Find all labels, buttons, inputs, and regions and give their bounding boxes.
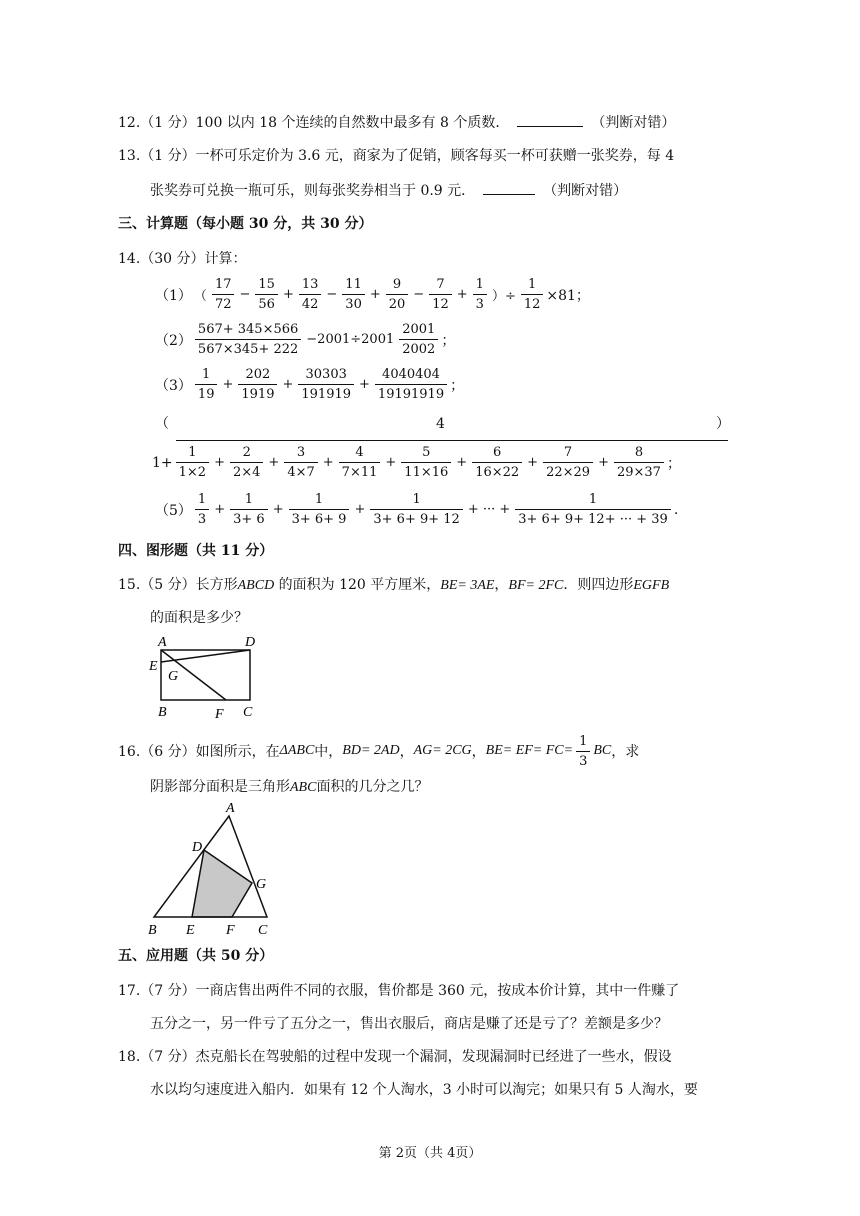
q15-abcd: ABCD	[237, 578, 275, 593]
q12-number: 12.	[118, 115, 141, 131]
fraction	[299, 276, 322, 313]
numerator: 1	[579, 733, 588, 749]
q16-bc: BC	[593, 743, 612, 758]
label-b: B	[148, 923, 157, 938]
question-17-line2: 五分之一，另一件亏了五分之一，售出衣服后，商店是赚了还是亏了？差额是多少？	[150, 1016, 668, 1032]
numerator: 1	[588, 492, 598, 507]
ellipsis: + ··· +	[467, 502, 511, 517]
label-f: F	[226, 923, 235, 938]
numerator: 5	[422, 445, 431, 460]
numerator: 3	[296, 445, 306, 460]
fraction	[375, 366, 447, 403]
numerator: 11	[345, 277, 362, 292]
section-3-heading: 三、计算题（每小题 30 分，共 30 分）	[118, 216, 373, 232]
plus-sign: +	[359, 377, 370, 392]
q16-abc: ABC	[290, 780, 317, 795]
denominator: 1×2	[176, 462, 209, 481]
denominator: 12	[521, 294, 544, 313]
question-18-line2: 水以均匀速度进入船内．如果有 12 个人淘水，3 小时可以淘完；如果只有 5 人淘水，要	[150, 1082, 698, 1098]
fraction	[429, 276, 452, 313]
q15-be: BE= 3AE	[440, 578, 495, 593]
expr-tail: ；	[441, 332, 456, 349]
plus-sign: +	[214, 455, 225, 470]
denominator: 3+ 6+ 9	[289, 509, 350, 528]
numerator: 9	[392, 277, 402, 292]
q16-tri: ΔABC	[279, 743, 315, 758]
divide-sign: ）÷	[491, 289, 516, 304]
q12-points: （1 分）	[140, 115, 196, 131]
denominator: 7×11	[339, 462, 381, 481]
label-a: A	[158, 635, 167, 650]
plus-sign: +	[369, 287, 381, 302]
numerator: 2	[242, 445, 251, 460]
q14-part4	[152, 444, 681, 481]
section-4-heading: 四、图形题（共 11 分）	[118, 543, 274, 559]
plus-sign: +	[322, 455, 334, 470]
q15-mid: 的面积为 120 平方厘米，	[274, 577, 441, 593]
denominator: 2×4	[230, 462, 263, 481]
label-a: A	[226, 801, 235, 816]
question-16-line1	[118, 731, 639, 771]
denominator: 3+ 6+ 9+ 12	[370, 509, 462, 528]
q15-pre: 15.（5 分）长方形	[118, 577, 238, 593]
main-fraction-bar	[176, 440, 728, 441]
q12-tail: （判断对错）	[591, 115, 676, 131]
label-c: C	[258, 923, 268, 938]
fraction	[230, 444, 263, 481]
q14-part5	[155, 491, 678, 528]
expr-tail: ；	[450, 377, 465, 394]
expr-middle: −2001÷2001	[306, 332, 395, 347]
numerator: 1	[197, 492, 207, 507]
minus-sign: −	[326, 287, 338, 302]
denominator: 3	[195, 509, 209, 528]
fraction	[195, 491, 209, 528]
q16-bd: BD= 2AD	[342, 743, 400, 758]
fraction	[212, 276, 235, 313]
numerator: 17	[214, 277, 232, 292]
q14-label-2: （2）	[155, 332, 192, 349]
plus-sign: +	[282, 287, 294, 302]
numerator: 4040404	[382, 367, 440, 382]
numerator: 1	[412, 492, 421, 507]
question-13-line1	[118, 146, 674, 166]
q13-tail: （判断对错）	[543, 183, 628, 199]
numerator: 7	[436, 277, 445, 292]
denominator: 4×7	[284, 462, 317, 481]
label-e: E	[186, 923, 195, 938]
denominator: 11×16	[401, 462, 451, 481]
numerator: 30303	[305, 367, 347, 382]
plus-sign: +	[598, 455, 609, 470]
section-5-heading: 五、应用题（共 50 分）	[118, 948, 274, 964]
fraction	[472, 444, 522, 481]
fraction	[576, 733, 590, 770]
denominator: 3+ 6+ 9+ 12+ ··· + 39	[515, 509, 671, 528]
denominator: 1919	[238, 384, 277, 403]
fraction	[230, 491, 268, 528]
label-g: G	[168, 669, 179, 684]
q16-pre: 16.（6 分）如图所示，在	[118, 744, 280, 760]
expr-tail: ；	[666, 455, 681, 472]
numerator: 202	[245, 367, 271, 382]
fraction	[255, 276, 278, 313]
answer-blank-12[interactable]	[517, 111, 583, 127]
denominator: 56	[255, 294, 278, 313]
fraction	[521, 276, 544, 313]
answer-blank-13[interactable]	[483, 179, 535, 195]
plus-sign: +	[272, 502, 284, 517]
label-f: F	[215, 707, 224, 722]
q14-label-5: （5）	[155, 502, 192, 519]
numerator: 1	[314, 492, 324, 507]
numerator: 1	[475, 277, 484, 292]
plus-sign: +	[222, 377, 234, 392]
plus-sign: +	[527, 455, 539, 470]
minus-sign: −	[239, 287, 251, 302]
numerator: 1	[527, 277, 537, 292]
fraction	[298, 366, 354, 403]
fraction	[543, 444, 593, 481]
q16-line2a: 阴影部分面积是三角形	[150, 779, 290, 795]
question-17-line1: 17.（7 分）一商店售出两件不同的衣服，售价都是 360 元，按成本价计算，其中一件赚了	[118, 983, 680, 999]
q14-label-1: （1）	[155, 287, 192, 304]
q16-end: ，求	[611, 744, 640, 760]
label-d: D	[192, 840, 203, 855]
question-18-line1: 18.（7 分）杰克船长在驾驶船的过程中发现一个漏洞，发现漏洞时已经进了一些水，假设	[118, 1049, 672, 1065]
denominator: 19	[195, 384, 218, 403]
q16-mid: 中，	[314, 744, 343, 760]
fraction	[399, 321, 438, 358]
one-plus: 1+	[152, 454, 173, 471]
numerator: 1	[188, 445, 197, 460]
denominator: 3+ 6	[230, 509, 268, 528]
denominator: 567×345+ 222	[195, 339, 301, 358]
fraction	[289, 491, 350, 528]
question-15-line1	[118, 575, 669, 596]
fraction	[515, 491, 671, 528]
denominator: 3	[576, 751, 590, 770]
numerator: 567+ 345×566	[197, 322, 299, 337]
denominator: 22×29	[543, 462, 593, 481]
question-15-line2: 的面积是多少？	[150, 610, 248, 626]
numerator: 2001	[402, 322, 436, 337]
page-footer: 第 2页（共 4页）	[378, 1146, 482, 1161]
denominator: 19191919	[375, 384, 447, 403]
label-e: E	[149, 659, 158, 674]
plus-sign: +	[456, 287, 468, 302]
expr-tail: ×81；	[546, 287, 590, 304]
q14-label-3: （3）	[155, 377, 192, 394]
denominator: 191919	[298, 384, 354, 403]
plus-sign: +	[456, 455, 468, 470]
fraction	[195, 321, 301, 358]
minus-sign: −	[413, 287, 425, 302]
fraction	[401, 444, 451, 481]
paren-open: （	[193, 289, 207, 304]
q14-part3	[155, 366, 464, 403]
numerator: 15	[258, 277, 275, 292]
q15-comma: ，	[494, 577, 509, 593]
question-16-line2	[150, 777, 428, 798]
q12-text: 100 以内 18 个连续的自然数中最多有 8 个质数．	[195, 115, 510, 131]
q15-end: ．则四边形	[563, 577, 634, 593]
rectangle-figure	[146, 634, 266, 724]
numerator: 7	[563, 445, 573, 460]
numerator: 4	[355, 445, 364, 460]
denominator: 12	[429, 294, 452, 313]
fraction	[284, 444, 317, 481]
fraction	[386, 276, 409, 313]
plus-sign: +	[385, 455, 397, 470]
fraction	[238, 366, 277, 403]
denominator: 30	[342, 294, 365, 313]
q14-heading: 14.（30 分）计算：	[118, 251, 247, 267]
question-13-line2	[150, 179, 627, 201]
q14-part1	[155, 276, 590, 313]
plus-sign: +	[214, 502, 226, 517]
denominator: 20	[386, 294, 409, 313]
denominator: 72	[212, 294, 235, 313]
q14-part4-open: （	[155, 416, 169, 432]
q14-part4-numerator: 4	[436, 416, 445, 432]
q15-bf: BF= 2FC	[508, 578, 564, 593]
fraction	[473, 276, 487, 313]
label-d: D	[245, 635, 256, 650]
fraction	[614, 444, 664, 481]
question-12	[118, 111, 675, 133]
q16-c2: ，	[471, 744, 486, 760]
q16-ag: AG= 2CG	[413, 743, 472, 758]
q16-be: BE= EF= FC=	[485, 743, 574, 758]
denominator: 3	[473, 294, 487, 313]
plus-sign: +	[354, 502, 366, 517]
numerator: 6	[493, 445, 502, 460]
fraction	[370, 491, 462, 528]
numerator: 8	[634, 445, 644, 460]
shaded-region	[192, 850, 252, 917]
fraction	[339, 444, 381, 481]
q15-egfb: EGFB	[633, 578, 670, 593]
q13-text2: 张奖券可兑换一瓶可乐，则每张奖券相当于 0.9 元．	[150, 183, 476, 199]
numerator: 1	[202, 367, 211, 382]
q13-points: （1 分）	[140, 148, 196, 164]
label-c: C	[243, 705, 253, 720]
numerator: 1	[244, 492, 254, 507]
denominator: 2002	[399, 339, 438, 358]
q16-line2b: 面积的几分之几？	[316, 779, 429, 795]
fraction	[195, 366, 218, 403]
label-g: G	[256, 877, 267, 892]
denominator: 29×37	[614, 462, 664, 481]
q14-part4-close: ）	[716, 416, 730, 432]
q16-c: ，	[399, 744, 414, 760]
q14-part2	[155, 321, 455, 358]
denominator: 42	[299, 294, 322, 313]
numerator: 13	[301, 277, 319, 292]
triangle-figure	[140, 800, 280, 940]
label-b: B	[158, 705, 167, 720]
expr-tail: .	[673, 501, 679, 518]
plus-sign: +	[282, 377, 294, 392]
fraction	[176, 444, 209, 481]
q13-text1: 一杯可乐定价为 3.6 元，商家为了促销，顾客每买一杯可获赠一张奖券，每 4	[195, 148, 675, 164]
q13-number: 13.	[118, 148, 141, 164]
plus-sign: +	[268, 455, 280, 470]
fraction	[342, 276, 365, 313]
denominator: 16×22	[472, 462, 522, 481]
